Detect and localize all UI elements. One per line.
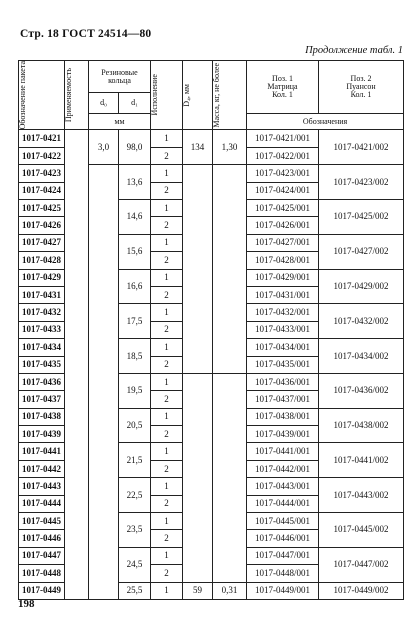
matrix-designation: 1017-0448/001 (247, 565, 319, 582)
package-code: 1017-0423 (19, 165, 65, 182)
spec-table (18, 60, 404, 600)
col-execution-header: Исполнение (151, 61, 183, 130)
matrix-designation: 1017-0432/001 (247, 304, 319, 321)
d1-value: 21,5 (119, 443, 151, 478)
col-mass-header: Масса, кг, не более (213, 61, 247, 130)
punch-designation: 1017-0447/002 (319, 547, 404, 582)
package-code: 1017-0441 (19, 443, 65, 460)
package-code: 1017-0445 (19, 513, 65, 530)
execution-value: 1 (151, 304, 183, 321)
d1-value: 15,6 (119, 234, 151, 269)
matrix-designation: 1017-0443/001 (247, 478, 319, 495)
matrix-designation: 1017-0442/001 (247, 460, 319, 477)
execution-value: 1 (151, 199, 183, 216)
punch-designation: 1017-0429/002 (319, 269, 404, 304)
execution-value: 1 (151, 269, 183, 286)
execution-value: 2 (151, 252, 183, 269)
matrix-designation: 1017-0435/001 (247, 356, 319, 373)
package-code: 1017-0447 (19, 547, 65, 564)
d4-value (183, 373, 213, 582)
execution-value: 2 (151, 495, 183, 512)
matrix-designation: 1017-0445/001 (247, 513, 319, 530)
execution-value: 2 (151, 286, 183, 303)
matrix-designation: 1017-0424/001 (247, 182, 319, 199)
page-header: Стр. 18 ГОСТ 24514—80 (20, 28, 152, 40)
col-d1-header: d₁ (119, 93, 151, 114)
execution-value: 1 (151, 234, 183, 251)
package-code: 1017-0448 (19, 565, 65, 582)
execution-value: 2 (151, 460, 183, 477)
package-code: 1017-0432 (19, 304, 65, 321)
table-row (19, 130, 404, 147)
col-application-header: Применяемость (65, 61, 89, 130)
package-code: 1017-0434 (19, 339, 65, 356)
package-code: 1017-0444 (19, 495, 65, 512)
matrix-designation: 1017-0422/001 (247, 147, 319, 164)
package-code: 1017-0438 (19, 408, 65, 425)
package-code: 1017-0424 (19, 182, 65, 199)
matrix-designation: 1017-0426/001 (247, 217, 319, 234)
matrix-designation: 1017-0425/001 (247, 199, 319, 216)
execution-value: 2 (151, 391, 183, 408)
matrix-designation: 1017-0441/001 (247, 443, 319, 460)
d1-value: 22,5 (119, 478, 151, 513)
package-code: 1017-0437 (19, 391, 65, 408)
package-code: 1017-0428 (19, 252, 65, 269)
mass-value: 1,30 (213, 130, 247, 165)
execution-value: 2 (151, 217, 183, 234)
d1-value: 98,0 (119, 130, 151, 165)
d1-value: 24,5 (119, 547, 151, 582)
col-designation-header: Обозначение пакета (19, 61, 65, 130)
package-code: 1017-0429 (19, 269, 65, 286)
execution-value: 1 (151, 513, 183, 530)
package-code: 1017-0435 (19, 356, 65, 373)
d1-value: 19,5 (119, 373, 151, 408)
execution-value: 1 (151, 443, 183, 460)
matrix-designation: 1017-0431/001 (247, 286, 319, 303)
col-d4-header: D₄, мм (183, 61, 213, 130)
col-unit-mm: мм (89, 114, 151, 130)
matrix-designation: 1017-0449/001 (247, 582, 319, 599)
mass-value: 0,31 (213, 582, 247, 599)
execution-value: 2 (151, 530, 183, 547)
execution-value: 1 (151, 547, 183, 564)
execution-value: 1 (151, 373, 183, 390)
col-d0-header: d₀ (89, 93, 119, 114)
matrix-designation: 1017-0434/001 (247, 339, 319, 356)
package-code: 1017-0422 (19, 147, 65, 164)
punch-designation: 1017-0423/002 (319, 165, 404, 200)
punch-designation: 1017-0441/002 (319, 443, 404, 478)
d0-value: 3,0 (89, 130, 119, 165)
d1-value: 18,5 (119, 339, 151, 374)
execution-value: 1 (151, 130, 183, 147)
punch-designation: 1017-0436/002 (319, 373, 404, 408)
d1-value: 20,5 (119, 408, 151, 443)
d1-value: 17,5 (119, 304, 151, 339)
matrix-designation: 1017-0421/001 (247, 130, 319, 147)
d4-value: 59 (183, 582, 213, 599)
execution-value: 1 (151, 478, 183, 495)
package-code: 1017-0433 (19, 321, 65, 338)
d1-value: 14,6 (119, 199, 151, 234)
col-designations-header: Обозначения (247, 114, 404, 130)
punch-designation: 1017-0445/002 (319, 513, 404, 548)
col-rubber-rings-header: Резиновые кольца (89, 61, 151, 93)
package-code: 1017-0442 (19, 460, 65, 477)
package-code: 1017-0421 (19, 130, 65, 147)
execution-value: 1 (151, 582, 183, 599)
execution-value: 2 (151, 426, 183, 443)
punch-designation: 1017-0438/002 (319, 408, 404, 443)
col-pos2-header: Поз. 2 Пуансон Кол. 1 (319, 61, 404, 114)
table-continuation-note: Продолжение табл. 1 (305, 45, 403, 56)
package-code: 1017-0425 (19, 199, 65, 216)
execution-value: 2 (151, 356, 183, 373)
punch-designation: 1017-0434/002 (319, 339, 404, 374)
execution-value: 2 (151, 182, 183, 199)
d4-value (183, 165, 213, 374)
package-code: 1017-0426 (19, 217, 65, 234)
d1-value: 13,6 (119, 165, 151, 200)
package-code: 1017-0439 (19, 426, 65, 443)
package-code: 1017-0446 (19, 530, 65, 547)
package-code: 1017-0443 (19, 478, 65, 495)
punch-designation: 1017-0432/002 (319, 304, 404, 339)
package-code: 1017-0427 (19, 234, 65, 251)
package-code: 1017-0436 (19, 373, 65, 390)
page-number: 198 (18, 598, 35, 610)
matrix-designation: 1017-0438/001 (247, 408, 319, 425)
d0-value (89, 165, 119, 600)
punch-designation: 1017-0425/002 (319, 199, 404, 234)
punch-designation: 1017-0449/002 (319, 582, 404, 599)
package-code: 1017-0431 (19, 286, 65, 303)
execution-value: 1 (151, 408, 183, 425)
punch-designation: 1017-0427/002 (319, 234, 404, 269)
punch-designation: 1017-0443/002 (319, 478, 404, 513)
mass-value (213, 373, 247, 582)
execution-value: 2 (151, 565, 183, 582)
matrix-designation: 1017-0446/001 (247, 530, 319, 547)
d4-value: 134 (183, 130, 213, 165)
matrix-designation: 1017-0447/001 (247, 547, 319, 564)
matrix-designation: 1017-0428/001 (247, 252, 319, 269)
matrix-designation: 1017-0444/001 (247, 495, 319, 512)
matrix-designation: 1017-0423/001 (247, 165, 319, 182)
matrix-designation: 1017-0436/001 (247, 373, 319, 390)
execution-value: 2 (151, 321, 183, 338)
matrix-designation: 1017-0437/001 (247, 391, 319, 408)
application-cell (65, 130, 89, 600)
package-code: 1017-0449 (19, 582, 65, 599)
matrix-designation: 1017-0429/001 (247, 269, 319, 286)
d1-value: 16,6 (119, 269, 151, 304)
punch-designation: 1017-0421/002 (319, 130, 404, 165)
execution-value: 1 (151, 339, 183, 356)
col-pos1-header: Поз. 1 Матрица Кол. 1 (247, 61, 319, 114)
matrix-designation: 1017-0439/001 (247, 426, 319, 443)
d1-value: 23,5 (119, 513, 151, 548)
matrix-designation: 1017-0433/001 (247, 321, 319, 338)
execution-value: 2 (151, 147, 183, 164)
matrix-designation: 1017-0427/001 (247, 234, 319, 251)
mass-value (213, 165, 247, 374)
d1-value: 25,5 (119, 582, 151, 599)
execution-value: 1 (151, 165, 183, 182)
